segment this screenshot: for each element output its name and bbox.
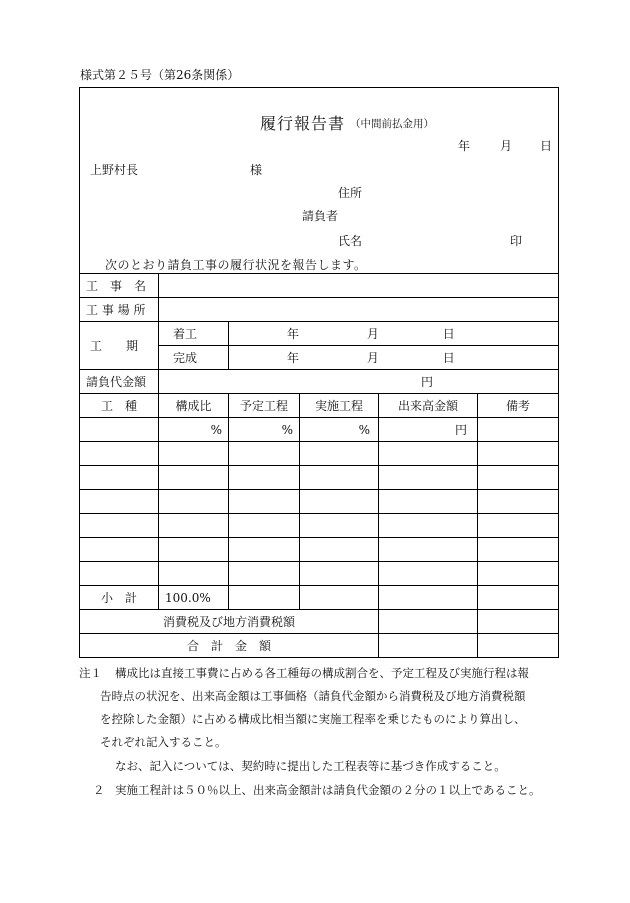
form-number: 様式第２５号（第26条関係） [80,68,240,82]
document-subtitle: （中間前払金用） [350,118,434,130]
note-1-line: それぞれ記入すること。 [100,735,227,749]
completion-month: 月 [366,350,379,365]
total-remarks[interactable] [478,634,559,658]
contract-amount-yen: 円 [421,374,434,389]
remarks-cell[interactable] [478,418,559,442]
planned-cell[interactable] [229,442,300,466]
note-2-text: 実施工程計は５０％以上、出来高金額計は請負代金額の２分の１以上であること。 [115,783,541,797]
remarks-cell[interactable] [478,466,559,490]
name-label: 氏名 [338,234,363,248]
planned-cell[interactable] [229,562,300,586]
table-row [80,490,559,514]
tax-remarks[interactable] [478,610,559,634]
work-type-cell[interactable] [80,514,159,538]
note-1-extra: なお、記入については、契約時に提出した工程表等に基づき作成すること。 [115,759,506,773]
ratio-cell[interactable] [159,466,229,490]
planned-cell[interactable] [229,490,300,514]
note-1-line: 構成比は直接工事費に占める各工種毎の構成割合を、予定工程及び実施行程は報 [115,666,529,680]
ratio-unit: % [210,422,222,437]
actual-cell[interactable] [300,418,379,442]
actual-cell[interactable] [300,538,379,562]
subtotal-ratio: 100.0% [159,586,229,610]
column-header-ratio: 構成比 [159,394,229,418]
work-type-cell[interactable] [80,442,159,466]
remarks-cell[interactable] [478,538,559,562]
subtotal-row [80,586,559,610]
subtotal-actual[interactable] [300,586,379,610]
work-name-field[interactable] [159,274,559,298]
table-row [80,538,559,562]
amount-cell[interactable] [379,442,478,466]
ratio-cell[interactable] [159,562,229,586]
completion-day: 日 [442,350,455,365]
column-header-work-type: 工 種 [80,394,159,418]
amount-unit: 円 [454,422,467,437]
completion-label: 完成 [159,346,229,370]
completion-year: 年 [287,350,300,365]
table-row [80,298,559,322]
address-label: 住所 [338,186,363,200]
actual-cell[interactable] [300,562,379,586]
note-1-line: を控除した金額）に占める構成比相当額に実施工程率を乗じたものにより算出し、 [100,712,526,726]
work-type-cell[interactable] [80,538,159,562]
table-row [80,442,559,466]
table-row [80,274,559,298]
start-day: 日 [442,326,455,341]
start-year: 年 [287,326,300,341]
column-header-amount: 出来高金額 [379,394,478,418]
work-type-cell[interactable] [80,418,159,442]
start-label: 着工 [159,322,229,346]
total-label: 合 計 金 額 [80,634,379,658]
ratio-cell[interactable] [159,442,229,466]
seal-mark: 印 [510,234,523,248]
amount-cell[interactable] [379,418,478,442]
amount-cell[interactable] [379,490,478,514]
table-row [80,370,559,394]
tax-row [80,610,559,634]
actual-cell[interactable] [300,466,379,490]
report-table [79,273,559,658]
note-1-label: 注１ [79,666,102,680]
tax-label: 消費税及び地方消費税額 [80,610,379,634]
remarks-cell[interactable] [478,490,559,514]
column-header-actual: 実施工程 [300,394,379,418]
subtotal-planned[interactable] [229,586,300,610]
table-row [80,466,559,490]
table-row [80,562,559,586]
total-row [80,634,559,658]
contract-amount-label: 請負代金額 [80,370,159,394]
start-date-field[interactable] [229,322,559,346]
tax-amount[interactable] [379,610,478,634]
remarks-cell[interactable] [478,514,559,538]
note-1-line: 告時点の状況を、出来高金額は工事価格（請負代金額から消費税及び地方消費税額 [100,689,526,703]
date-day: 日 [540,139,553,153]
subtotal-remarks[interactable] [478,586,559,610]
statement: 次のとおり請負工事の履行状況を報告します。 [105,258,367,272]
planned-unit: % [281,422,293,437]
ratio-cell[interactable] [159,418,229,442]
date-month: 月 [500,139,513,153]
table-row [80,514,559,538]
honorific: 様 [250,163,263,177]
addressee: 上野村長 [90,163,139,177]
subtotal-amount[interactable] [379,586,478,610]
remarks-cell[interactable] [478,442,559,466]
actual-cell[interactable] [300,442,379,466]
amount-cell[interactable] [379,538,478,562]
period-label: 工 期 [80,322,159,370]
amount-cell[interactable] [379,514,478,538]
amount-cell[interactable] [379,562,478,586]
note-2-label: ２ [93,783,105,797]
column-header-planned: 予定工程 [229,394,300,418]
work-type-cell[interactable] [80,562,159,586]
contractor-label: 請負者 [302,209,339,223]
amount-cell[interactable] [379,466,478,490]
start-month: 月 [366,326,379,341]
planned-cell[interactable] [229,538,300,562]
document-title: 履行報告書 [260,114,346,133]
ratio-cell[interactable] [159,490,229,514]
work-location-field[interactable] [159,298,559,322]
actual-unit: % [358,422,370,437]
actual-cell[interactable] [300,490,379,514]
subtotal-label: 小 計 [80,586,159,610]
contract-amount-field[interactable] [159,370,559,394]
planned-cell[interactable] [229,418,300,442]
ratio-cell[interactable] [159,538,229,562]
total-amount[interactable] [379,634,478,658]
work-type-cell[interactable] [80,466,159,490]
remarks-cell[interactable] [478,562,559,586]
column-header-remarks: 備考 [478,394,559,418]
planned-cell[interactable] [229,466,300,490]
actual-cell[interactable] [300,514,379,538]
work-name-label: 工 事 名 [80,274,159,298]
work-location-label: 工 事 場 所 [80,298,159,322]
work-type-cell[interactable] [80,490,159,514]
table-header-row [80,394,559,418]
table-row [80,322,559,346]
planned-cell[interactable] [229,514,300,538]
table-row [80,418,559,442]
date-year: 年 [458,139,471,153]
completion-date-field[interactable] [229,346,559,370]
ratio-cell[interactable] [159,514,229,538]
